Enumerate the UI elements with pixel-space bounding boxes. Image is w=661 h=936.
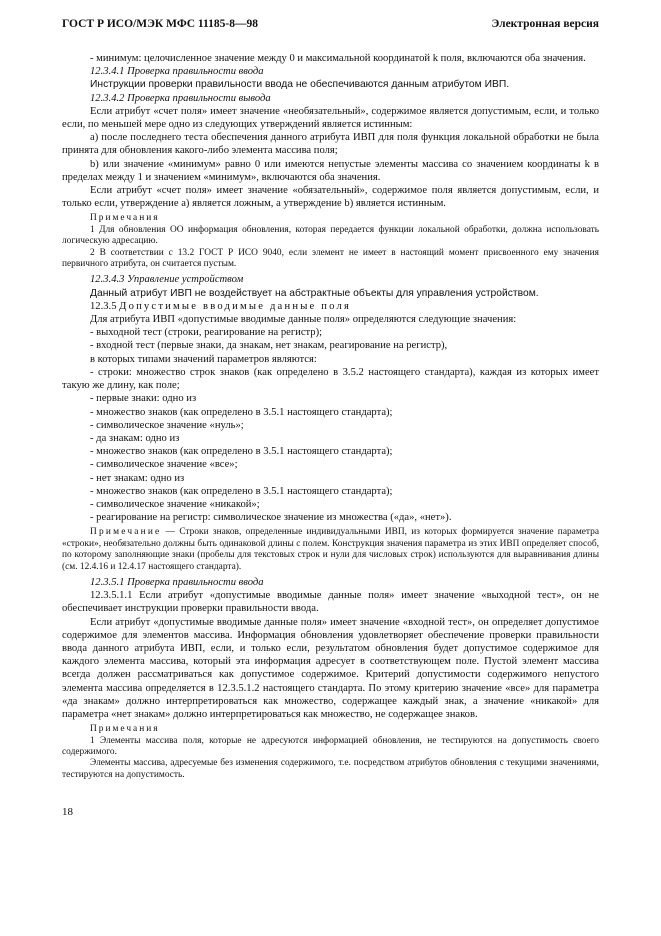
list-item: - выходной тест (строки, реагирование на регистр);	[90, 327, 323, 339]
list-item: - да знакам: одно из	[90, 432, 180, 444]
paragraph: - минимум: целочисленное значение между 0 и максимальной координатой k поля, включаются оба значения.	[90, 53, 586, 64]
notes-heading: Примечания	[90, 213, 160, 224]
note-item: 2 В соответствии с 13.2 ГОСТ Р ИСО 9040, если элемент не имеет в настоящий момент присвоенного ему значения первичного атрибута, он считается пустым.	[62, 247, 599, 270]
paragraph: Если атрибут «счет поля» имеет значение «необязательный», содержимое является допустимым, если, и только если, по меньшей мере одно из следующих утверждений является истинным:	[62, 105, 599, 131]
list-item: - строки: множество строк знаков (как определено в 3.5.2 настоящего стандарта), каждая из которых имеет такую же длину, как поле;	[62, 366, 599, 392]
list-item: - первые знаки: одно из	[90, 393, 197, 405]
note-text: — Строки знаков, определенные индивидуальными ИВП, из которых формируется значение параметра «строки», необязательно должны быть одинаковой длины с полем. Конструкция значения параметра из этих ИВП определяет способ, по которому заполняющие знаки (пробелы для текстовых строк и нули для числовых строк) используются для выравнивания длины (см. 12.4.16 и 12.4.17 настоящего стандарта).	[62, 527, 599, 572]
list-item: - нет знакам: одно из	[90, 472, 185, 484]
notes-heading: Примечания	[90, 724, 160, 735]
note-item: Элементы массива, адресуемые без изменения содержимого, т.е. посредством атрибутов обновления с текущими значениями, тестируются на допустимость.	[62, 758, 599, 780]
paragraph: Если атрибут «допустимые вводимые данные поля» имеет значение «входной тест», он определяет допустимое содержимое для элементов массива. Информация обновления удовлетворяет обеспечение проверки правильности ввода данного атрибута ИВП, если, и только если, результатом обновления будет допустимое содержимое для каждого элемента массива, который эта информация адресует в соответствующем поле. Пустой элемент массива всегда должен рассматриваться как допустимое содержимое. Критерий допустимости содержимого непустого элемента массива определяется в 12.3.5.1.2 настоящего стандарта. По этому критерию значение «все» для параметра «да знакам» должно интерпретироваться как множество, содержащее каждый знак, а значение «никакой» для параметра «нет знакам» должно интерпретироваться как множество, не содержащее знаков.	[62, 616, 599, 720]
section-title: Допустимые вводимые данные поля	[119, 300, 352, 312]
note-item: 1 Элементы массива поля, которые не адресуются информацией обновления, не тестируются на допустимость своего содержимого.	[62, 735, 599, 757]
sub-list-item: - множество знаков (как определено в 3.5.1 настоящего стандарта);	[90, 406, 393, 418]
paragraph: 12.3.5.1.1 Если атрибут «допустимые вводимые данные поля» имеет значение «выходной тест», он не обеспечивает инструкции проверки правильности ввода.	[62, 590, 599, 615]
list-item: - входной тест (первые знаки, да знакам, нет знакам, реагирование на регистр),	[90, 340, 448, 352]
section-heading: 12.3.5.1 Проверка правильности ввода	[90, 576, 264, 588]
paragraph: в которых типами значений параметров являются:	[90, 353, 317, 365]
section-number: 12.3.5	[90, 300, 117, 312]
paragraph: Инструкции проверки правильности ввода не обеспечиваются данным атрибутом ИВП.	[90, 79, 510, 91]
section-heading: 12.3.4.3 Управление устройством	[90, 274, 244, 286]
section-heading	[62, 300, 599, 313]
page-number: 18	[62, 806, 73, 818]
note-block	[62, 527, 599, 573]
sub-list-item: - символическое значение «нуль»;	[90, 419, 244, 431]
note-label: Примечание	[90, 527, 162, 538]
paragraph: Если атрибут «счет поля» имеет значение «обязательный», содержимое поля является допустимым, если, и только если, утверждение а) является ложным, а утверждение b) является истинным.	[62, 185, 599, 210]
sub-list-item: - множество знаков (как определено в 3.5.1 настоящего стандарта);	[90, 485, 393, 497]
section-heading: 12.3.4.1 Проверка правильности ввода	[90, 66, 264, 78]
body-text	[62, 52, 599, 781]
section-heading: 12.3.4.2 Проверка правильности вывода	[90, 92, 271, 104]
list-item: a) после последнего теста обеспечения данного атрибута ИВП для поля функция локальной обработки не была принята для обновления какого-либо элемента массива поля;	[62, 132, 599, 157]
paragraph: Данный атрибут ИВП не воздействует на абстрактные объекты для управления устройством.	[90, 287, 539, 299]
sub-list-item: - символическое значение «все»;	[90, 459, 238, 471]
standard-designation: ГОСТ Р ИСО/МЭК МФС 11185-8—98	[62, 18, 258, 30]
sub-list-item: - множество знаков (как определено в 3.5.1 настоящего стандарта);	[90, 446, 393, 458]
sub-list-item: - символическое значение «никакой»;	[90, 498, 260, 510]
paragraph: Для атрибута ИВП «допустимые вводимые данные поля» определяются следующие значения:	[90, 314, 517, 326]
page-header	[62, 18, 599, 30]
note-item: 1 Для обновления ОО информация обновления, которая передается функции локальной обработки, должна использовать логическую адресацию.	[62, 224, 599, 247]
list-item: - реагирование на регистр: символическое значение из множества («да», «нет»).	[90, 512, 452, 524]
list-item: b) или значение «минимум» равно 0 или имеются непустые элементы массива со значением координаты k в пределах между 1 и значением «минимум», включаются оба значения.	[62, 158, 599, 183]
version-label: Электронная версия	[491, 18, 599, 30]
